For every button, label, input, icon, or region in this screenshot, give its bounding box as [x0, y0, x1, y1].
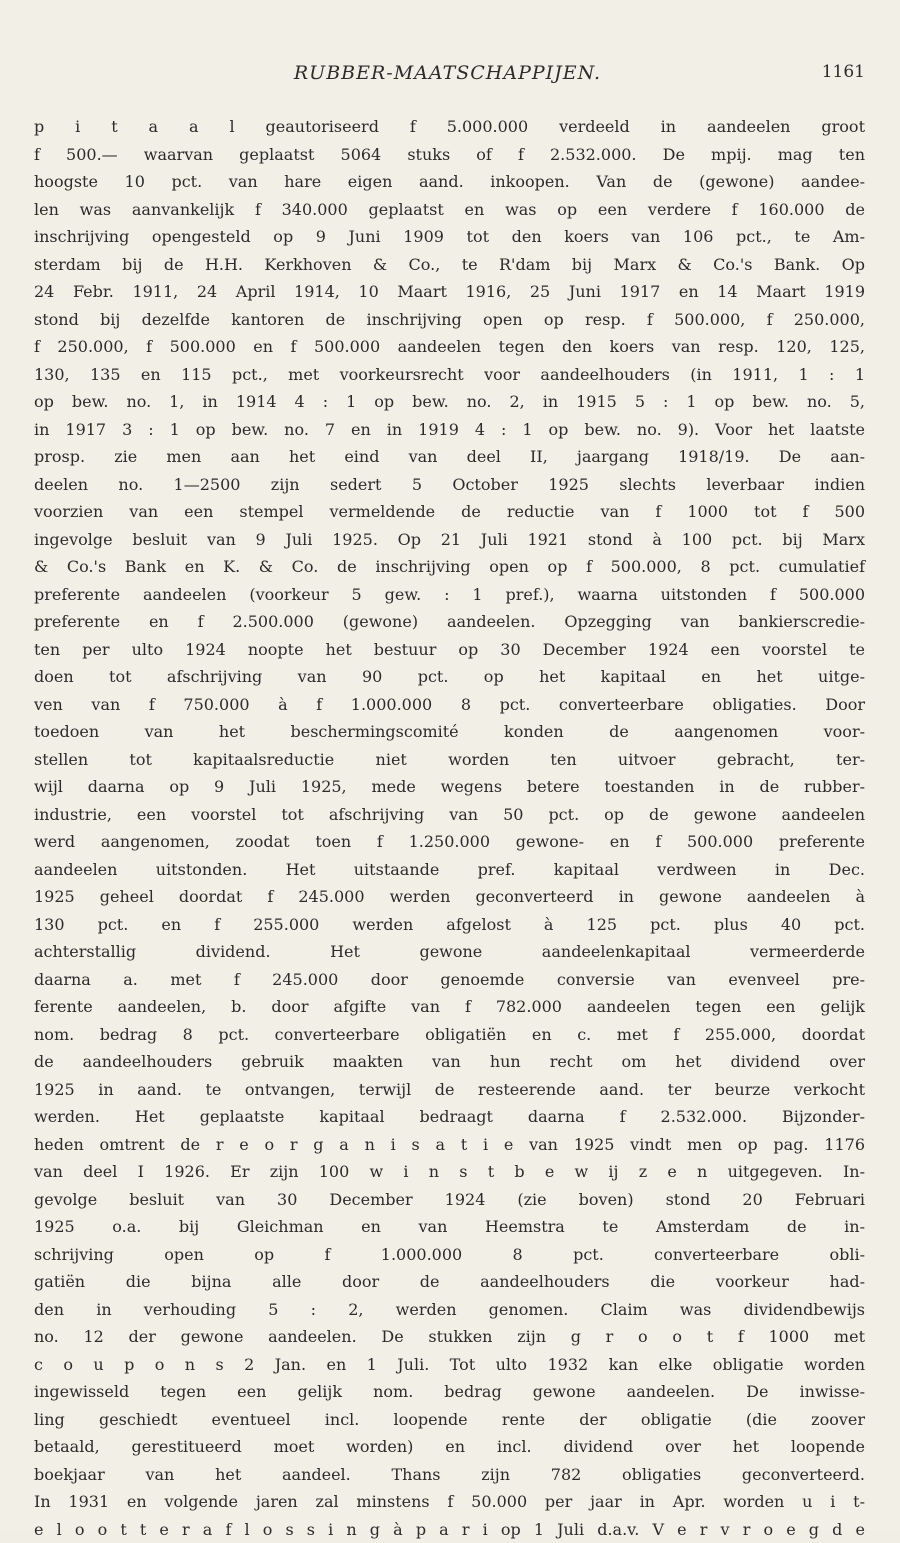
text-line: ven van f 750.000 à f 1.000.000 8 pct. converteerbare obligaties. Door	[34, 691, 865, 719]
text-line: den in verhouding 5 : 2, werden genomen. Claim was dividendbewijs	[34, 1296, 865, 1324]
text-line: hoogste 10 pct. van hare eigen aand. inkoopen. Van de (gewone) aandee-	[34, 168, 865, 196]
text-line: industrie, een voorstel tot afschrijving van 50 pct. op de gewone aandeelen	[34, 801, 865, 829]
text-line: 130, 135 en 115 pct., met voorkeursrecht voor aandeelhouders (in 1911, 1 : 1	[34, 361, 865, 389]
text-line: & Co.'s Bank en K. & Co. de inschrijving open op f 500.000, 8 pct. cumulatief	[34, 553, 865, 581]
text-line: p i t a a l geautoriseerd f 5.000.000 verdeeld in aandeelen groot	[34, 113, 865, 141]
text-line: sterdam bij de H.H. Kerkhoven & Co., te R'dam bij Marx & Co.'s Bank. Op	[34, 251, 865, 279]
text-line: van deel I 1926. Er zijn 100 w i n s t b e w ij z e n uitgegeven. In-	[34, 1158, 865, 1186]
text-line: f 500.— waarvan geplaatst 5064 stuks of f 2.532.000. De mpij. mag ten	[34, 141, 865, 169]
page-title: RUBBER-MAATSCHAPPIJEN.	[30, 62, 865, 84]
page-header	[30, 62, 865, 88]
text-line: wijl daarna op 9 Juli 1925, mede wegens betere toestanden in de rubber-	[34, 773, 865, 801]
text-line: no. 12 der gewone aandeelen. De stukken zijn g r o o t f 1000 met	[34, 1323, 865, 1351]
text-line: stellen tot kapitaalsreductie niet worden ten uitvoer gebracht, ter-	[34, 746, 865, 774]
text-line: ingevolge besluit van 9 Juli 1925. Op 21 Juli 1921 stond à 100 pct. bij Marx	[34, 526, 865, 554]
text-line: werd aangenomen, zoodat toen f 1.250.000 gewone- en f 500.000 preferente	[34, 828, 865, 856]
text-line: inschrijving opengesteld op 9 Juni 1909 tot den koers van 106 pct., te Am-	[34, 223, 865, 251]
text-line: e l o o t t e r a f l o s s i n g à p a r i op 1 Juli d.a.v. V e r v r o e g d e	[34, 1516, 865, 1543]
text-line: heden omtrent de r e o r g a n i s a t i e van 1925 vindt men op pag. 1176	[34, 1131, 865, 1159]
text-line: 1925 in aand. te ontvangen, terwijl de resteerende aand. ter beurze verkocht	[34, 1076, 865, 1104]
text-line: ling geschiedt eventueel incl. loopende rente der obligatie (die zoover	[34, 1406, 865, 1434]
text-line: daarna a. met f 245.000 door genoemde conversie van evenveel pre-	[34, 966, 865, 994]
text-line: aandeelen uitstonden. Het uitstaande pref. kapitaal verdween in Dec.	[34, 856, 865, 884]
text-line: de aandeelhouders gebruik maakten van hun recht om het dividend over	[34, 1048, 865, 1076]
page-number: 1161	[822, 62, 865, 82]
text-line: 1925 geheel doordat f 245.000 werden geconverteerd in gewone aandeelen à	[34, 883, 865, 911]
text-line: gevolge besluit van 30 December 1924 (zie boven) stond 20 Februari	[34, 1186, 865, 1214]
text-line: doen tot afschrijving van 90 pct. op het kapitaal en het uitge-	[34, 663, 865, 691]
text-line: toedoen van het beschermingscomité konden de aangenomen voor-	[34, 718, 865, 746]
text-line: prosp. zie men aan het eind van deel II, jaargang 1918/19. De aan-	[34, 443, 865, 471]
text-line: schrijving open op f 1.000.000 8 pct. converteerbare obli-	[34, 1241, 865, 1269]
text-line: voorzien van een stempel vermeldende de reductie van f 1000 tot f 500	[34, 498, 865, 526]
text-line: betaald, gerestitueerd moet worden) en incl. dividend over het loopende	[34, 1433, 865, 1461]
text-line: ten per ulto 1924 noopte het bestuur op 30 December 1924 een voorstel te	[34, 636, 865, 664]
text-line: boekjaar van het aandeel. Thans zijn 782 obligaties geconverteerd.	[34, 1461, 865, 1489]
body-text	[34, 113, 865, 1543]
text-line: preferente en f 2.500.000 (gewone) aandeelen. Opzegging van bankierscredie-	[34, 608, 865, 636]
text-line: deelen no. 1—2500 zijn sedert 5 October 1925 slechts leverbaar indien	[34, 471, 865, 499]
text-line: len was aanvankelijk f 340.000 geplaatst en was op een verdere f 160.000 de	[34, 196, 865, 224]
text-line: op bew. no. 1, in 1914 4 : 1 op bew. no. 2, in 1915 5 : 1 op bew. no. 5,	[34, 388, 865, 416]
text-line: ferente aandeelen, b. door afgifte van f 782.000 aandeelen tegen een gelijk	[34, 993, 865, 1021]
text-line: 130 pct. en f 255.000 werden afgelost à 125 pct. plus 40 pct.	[34, 911, 865, 939]
text-line: stond bij dezelfde kantoren de inschrijving open op resp. f 500.000, f 250.000,	[34, 306, 865, 334]
text-line: ingewisseld tegen een gelijk nom. bedrag gewone aandeelen. De inwisse-	[34, 1378, 865, 1406]
text-line: preferente aandeelen (voorkeur 5 gew. : 1 pref.), waarna uitstonden f 500.000	[34, 581, 865, 609]
text-line: nom. bedrag 8 pct. converteerbare obligatiën en c. met f 255.000, doordat	[34, 1021, 865, 1049]
text-line: In 1931 en volgende jaren zal minstens f 50.000 per jaar in Apr. worden u i t-	[34, 1488, 865, 1516]
text-line: c o u p o n s 2 Jan. en 1 Juli. Tot ulto 1932 kan elke obligatie worden	[34, 1351, 865, 1379]
text-line: werden. Het geplaatste kapitaal bedraagt daarna f 2.532.000. Bijzonder-	[34, 1103, 865, 1131]
text-line: 24 Febr. 1911, 24 April 1914, 10 Maart 1916, 25 Juni 1917 en 14 Maart 1919	[34, 278, 865, 306]
text-line: gatiën die bijna alle door de aandeelhouders die voorkeur had-	[34, 1268, 865, 1296]
text-line: 1925 o.a. bij Gleichman en van Heemstra te Amsterdam de in-	[34, 1213, 865, 1241]
text-line: achterstallig dividend. Het gewone aandeelenkapitaal vermeerderde	[34, 938, 865, 966]
text-line: in 1917 3 : 1 op bew. no. 7 en in 1919 4 : 1 op bew. no. 9). Voor het laatste	[34, 416, 865, 444]
text-line: f 250.000, f 500.000 en f 500.000 aandeelen tegen den koers van resp. 120, 125,	[34, 333, 865, 361]
